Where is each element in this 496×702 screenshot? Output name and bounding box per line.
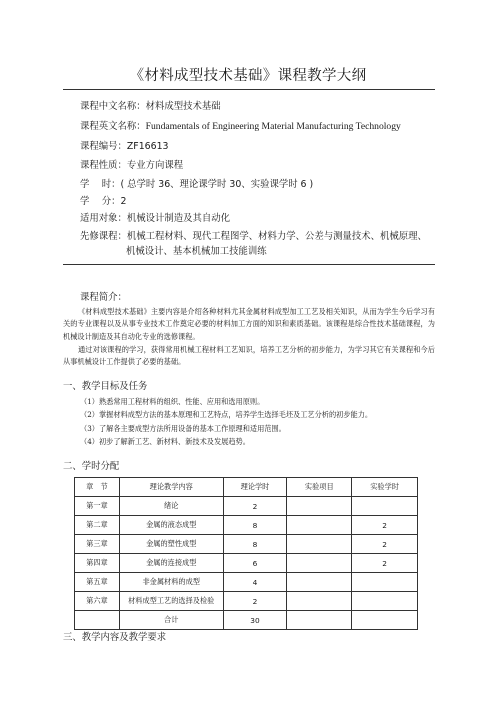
cell-theory-hours: 2	[223, 592, 287, 611]
cell-content: 金属的塑性成型	[119, 535, 223, 554]
cell-empty	[352, 611, 418, 630]
cell-theory-hours: 8	[223, 516, 287, 535]
cell-empty	[287, 611, 352, 630]
objective-item: （3）了解各主要成型方法所用设备的基本工作原理和适用范围。	[80, 424, 286, 433]
cell-lab-hours: 2	[352, 554, 418, 573]
course-english-name	[80, 121, 401, 133]
course-credits: 学 分：2	[80, 196, 127, 207]
course-nature: 课程性质：专业方向课程	[80, 160, 184, 171]
cell-chapter: 第六章	[75, 592, 120, 611]
objective-item: （2）掌握材料成型方法的基本原理和工艺特点，培养学生选择毛坯及工艺分析的初步能力。	[80, 410, 373, 419]
cell-lab-project	[287, 573, 352, 592]
table-row	[75, 554, 418, 573]
total-label: 合计	[119, 611, 223, 630]
total-value: 30	[223, 611, 287, 630]
intro-heading: 课程简介：	[80, 292, 127, 303]
cell-lab-hours	[352, 573, 418, 592]
cell-content: 非金属材料的成型	[119, 573, 223, 592]
intro-paragraph-1: 《材料成型技术基础》主要内容是介绍各种材料尤其金属材料成型加工工艺及相关知识，从而为学生今后学习有关的专业课程以及从事专业技术工作奠定必要的材料加工方面的知识和素质基础。该课程是综合性技术基础课程，为机械设计制造及其自动化专业的选修课程。	[63, 307, 435, 341]
header-content: 理论教学内容	[119, 478, 223, 497]
cell-theory-hours: 6	[223, 554, 287, 573]
table-row	[75, 516, 418, 535]
table-total-row	[75, 611, 418, 630]
course-chinese-name: 课程中文名称：材料成型技术基础	[80, 101, 221, 112]
cell-lab-project	[287, 592, 352, 611]
cell-chapter: 第三章	[75, 535, 120, 554]
english-name-label: 课程英文名称：	[80, 121, 146, 132]
cell-content: 绪论	[119, 497, 223, 516]
cell-chapter: 第二章	[75, 516, 120, 535]
header-lab-hours: 实验学时	[352, 478, 418, 497]
cell-lab-project	[287, 516, 352, 535]
course-target: 适用对象：机械设计制造及其自动化	[80, 213, 231, 224]
section-content-heading: 三、教学内容及教学要求	[63, 632, 167, 643]
cell-content: 金属的液态成型	[119, 516, 223, 535]
cell-lab-project	[287, 497, 352, 516]
cell-chapter: 第一章	[75, 497, 120, 516]
intro-paragraph-2: 通过对该课程的学习，获得常用机械工程材料工艺知识，培养工艺分析的初步能力，为学习其它有关课程和今后从事机械设计工作提供了必要的基础。	[63, 345, 435, 367]
course-code: 课程编号：ZF16613	[80, 141, 169, 152]
cell-theory-hours: 2	[223, 497, 287, 516]
cell-lab-hours: 2	[352, 535, 418, 554]
objective-item: （4）初步了解新工艺、新材料、新技术及发展趋势。	[80, 437, 250, 446]
cell-content: 材料成型工艺的选择及检验	[119, 592, 223, 611]
section-objectives-heading: 一、教学目标及任务	[63, 381, 148, 392]
header-chapter: 章 节	[75, 478, 120, 497]
cell-theory-hours: 4	[223, 573, 287, 592]
cell-lab-hours	[352, 592, 418, 611]
document-title: 《材料成型技术基础》课程教学大纲	[129, 68, 367, 84]
section-hours-heading: 二、学时分配	[63, 461, 120, 472]
course-prerequisites-cont: 机械设计、基本机械加工技能训练	[126, 246, 267, 257]
table-row	[75, 497, 418, 516]
cell-chapter-empty	[75, 611, 120, 630]
table-row	[75, 535, 418, 554]
header-theory-hours: 理论学时	[223, 478, 287, 497]
table-row	[75, 592, 418, 611]
cell-lab-hours: 2	[352, 516, 418, 535]
table-row	[75, 573, 418, 592]
course-prerequisites: 先修课程：机械工程材料、现代工程图学、材料力学、公差与测量技术、机械原理、	[80, 231, 427, 242]
course-hours: 学 时：( 总学时 36、理论课学时 30、实验课学时 6 )	[80, 179, 314, 190]
top-divider	[63, 89, 435, 90]
hours-allocation-table	[74, 477, 418, 630]
cell-content: 金属的连接成型	[119, 554, 223, 573]
cell-theory-hours: 8	[223, 535, 287, 554]
bottom-divider	[63, 264, 435, 265]
english-name-value: Fundamentals of Engineering Material Manufacturing Technology	[145, 121, 401, 132]
cell-chapter: 第五章	[75, 573, 120, 592]
objective-item: （1）熟悉常用工程材料的组织、性能、应用和选用原则。	[80, 397, 265, 406]
header-lab-project: 实验项目	[287, 478, 352, 497]
table-header-row	[75, 478, 418, 497]
cell-chapter: 第四章	[75, 554, 120, 573]
cell-lab-project	[287, 554, 352, 573]
cell-lab-hours	[352, 497, 418, 516]
cell-lab-project	[287, 535, 352, 554]
